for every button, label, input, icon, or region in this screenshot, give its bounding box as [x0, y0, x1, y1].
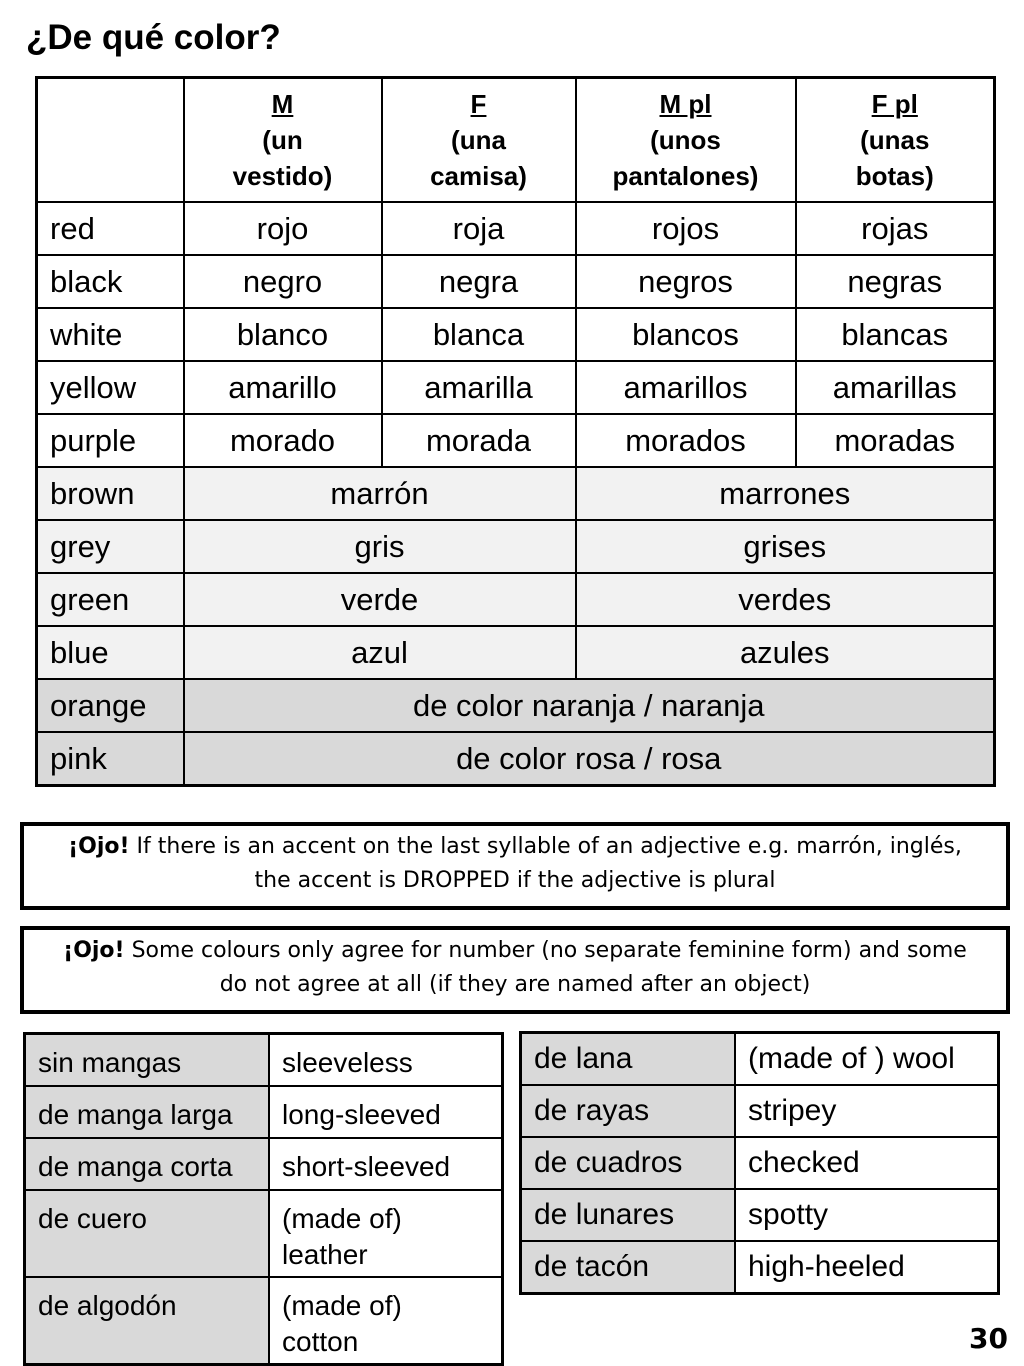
- colour-plural: verdes: [576, 573, 995, 626]
- table-row: [37, 202, 995, 255]
- colour-m: negro: [184, 255, 382, 308]
- agreement-note-box: [20, 926, 1010, 1014]
- vocab-spanish: de lana: [521, 1033, 736, 1086]
- colour-fpl: rojas: [796, 202, 995, 255]
- colour-fpl: negras: [796, 255, 995, 308]
- table-row: [25, 1277, 503, 1365]
- table-row: [521, 1189, 999, 1241]
- colour-fpl: amarillas: [796, 361, 995, 414]
- colour-mpl: amarillos: [576, 361, 796, 414]
- colour-singular: azul: [184, 626, 576, 679]
- header-empty: [37, 78, 184, 203]
- colour-f: negra: [382, 255, 576, 308]
- colour-f: amarilla: [382, 361, 576, 414]
- vocab-spanish: de cuero: [25, 1190, 270, 1277]
- vocab-english: (made of) leather: [269, 1190, 503, 1277]
- table-row: [37, 732, 995, 786]
- colour-mpl: blancos: [576, 308, 796, 361]
- colour-m: morado: [184, 414, 382, 467]
- vocab-spanish: sin mangas: [25, 1034, 270, 1087]
- note-lead: ¡Ojo!: [68, 834, 130, 859]
- note-lead: ¡Ojo!: [63, 938, 125, 963]
- vocab-spanish: de algodón: [25, 1277, 270, 1365]
- table-row: [521, 1137, 999, 1189]
- table-row: [25, 1086, 503, 1138]
- page-number: 30: [969, 1322, 1008, 1355]
- note-text: do not agree at all (if they are named after an object): [219, 972, 811, 997]
- colour-singular: verde: [184, 573, 576, 626]
- colour-m: blanco: [184, 308, 382, 361]
- colour-m: rojo: [184, 202, 382, 255]
- colour-plural: marrones: [576, 467, 995, 520]
- colour-mpl: negros: [576, 255, 796, 308]
- vocab-spanish: de tacón: [521, 1241, 736, 1294]
- colour-english: yellow: [37, 361, 184, 414]
- table-row: [37, 308, 995, 361]
- vocab-english: stripey: [735, 1085, 999, 1137]
- vocab-english: sleeveless: [269, 1034, 503, 1087]
- vocab-english: spotty: [735, 1189, 999, 1241]
- colour-english: grey: [37, 520, 184, 573]
- colour-singular: marrón: [184, 467, 576, 520]
- table-row: [37, 255, 995, 308]
- table-row: [521, 1033, 999, 1086]
- vocab-english: short-sleeved: [269, 1138, 503, 1190]
- header-m: M (un vestido): [184, 78, 382, 203]
- note-text: the accent is DROPPED if the adjective is plural: [254, 868, 776, 893]
- vocab-spanish: de lunares: [521, 1189, 736, 1241]
- colour-fpl: blancas: [796, 308, 995, 361]
- table-row: [37, 626, 995, 679]
- vocab-english: checked: [735, 1137, 999, 1189]
- table-row: [521, 1241, 999, 1294]
- colour-fpl: moradas: [796, 414, 995, 467]
- table-row: [37, 467, 995, 520]
- table-row: [25, 1138, 503, 1190]
- table-row: [521, 1085, 999, 1137]
- pattern-material-vocab-table: [519, 1031, 1000, 1295]
- colour-all-forms: de color rosa / rosa: [184, 732, 995, 786]
- colour-english: red: [37, 202, 184, 255]
- colour-english: brown: [37, 467, 184, 520]
- colour-mpl: rojos: [576, 202, 796, 255]
- table-row: [25, 1034, 503, 1087]
- colour-english: purple: [37, 414, 184, 467]
- colour-m: amarillo: [184, 361, 382, 414]
- table-row: [37, 573, 995, 626]
- colour-english: white: [37, 308, 184, 361]
- table-row: [25, 1190, 503, 1277]
- accent-note-box: [20, 822, 1010, 910]
- vocab-english: long-sleeved: [269, 1086, 503, 1138]
- colour-english: green: [37, 573, 184, 626]
- note-text: If there is an accent on the last syllable of an adjective e.g. marrón, inglés,: [129, 834, 962, 859]
- vocab-spanish: de manga corta: [25, 1138, 270, 1190]
- page-title: ¿De qué color?: [26, 18, 281, 57]
- vocab-english: (made of ) wool: [735, 1033, 999, 1086]
- colour-english: black: [37, 255, 184, 308]
- colour-agreement-table: [35, 76, 996, 787]
- vocab-english: high-heeled: [735, 1241, 999, 1294]
- sleeve-material-vocab-table: [23, 1032, 504, 1366]
- colour-plural: azules: [576, 626, 995, 679]
- colour-singular: gris: [184, 520, 576, 573]
- colour-f: roja: [382, 202, 576, 255]
- table-row: [37, 679, 995, 732]
- vocab-english: (made of) cotton: [269, 1277, 503, 1365]
- table-row: [37, 361, 995, 414]
- colour-english: pink: [37, 732, 184, 786]
- colour-f: morada: [382, 414, 576, 467]
- colour-english: blue: [37, 626, 184, 679]
- colour-f: blanca: [382, 308, 576, 361]
- table-row: [37, 520, 995, 573]
- table-row: [37, 414, 995, 467]
- colour-mpl: morados: [576, 414, 796, 467]
- note-text: Some colours only agree for number (no separate feminine form) and some: [124, 938, 967, 963]
- header-fpl: F pl (unas botas): [796, 78, 995, 203]
- header-f: F (una camisa): [382, 78, 576, 203]
- colour-all-forms: de color naranja / naranja: [184, 679, 995, 732]
- colour-plural: grises: [576, 520, 995, 573]
- vocab-spanish: de manga larga: [25, 1086, 270, 1138]
- vocab-spanish: de cuadros: [521, 1137, 736, 1189]
- table-header-row: [37, 78, 995, 203]
- header-mpl: M pl (unos pantalones): [576, 78, 796, 203]
- colour-english: orange: [37, 679, 184, 732]
- vocab-spanish: de rayas: [521, 1085, 736, 1137]
